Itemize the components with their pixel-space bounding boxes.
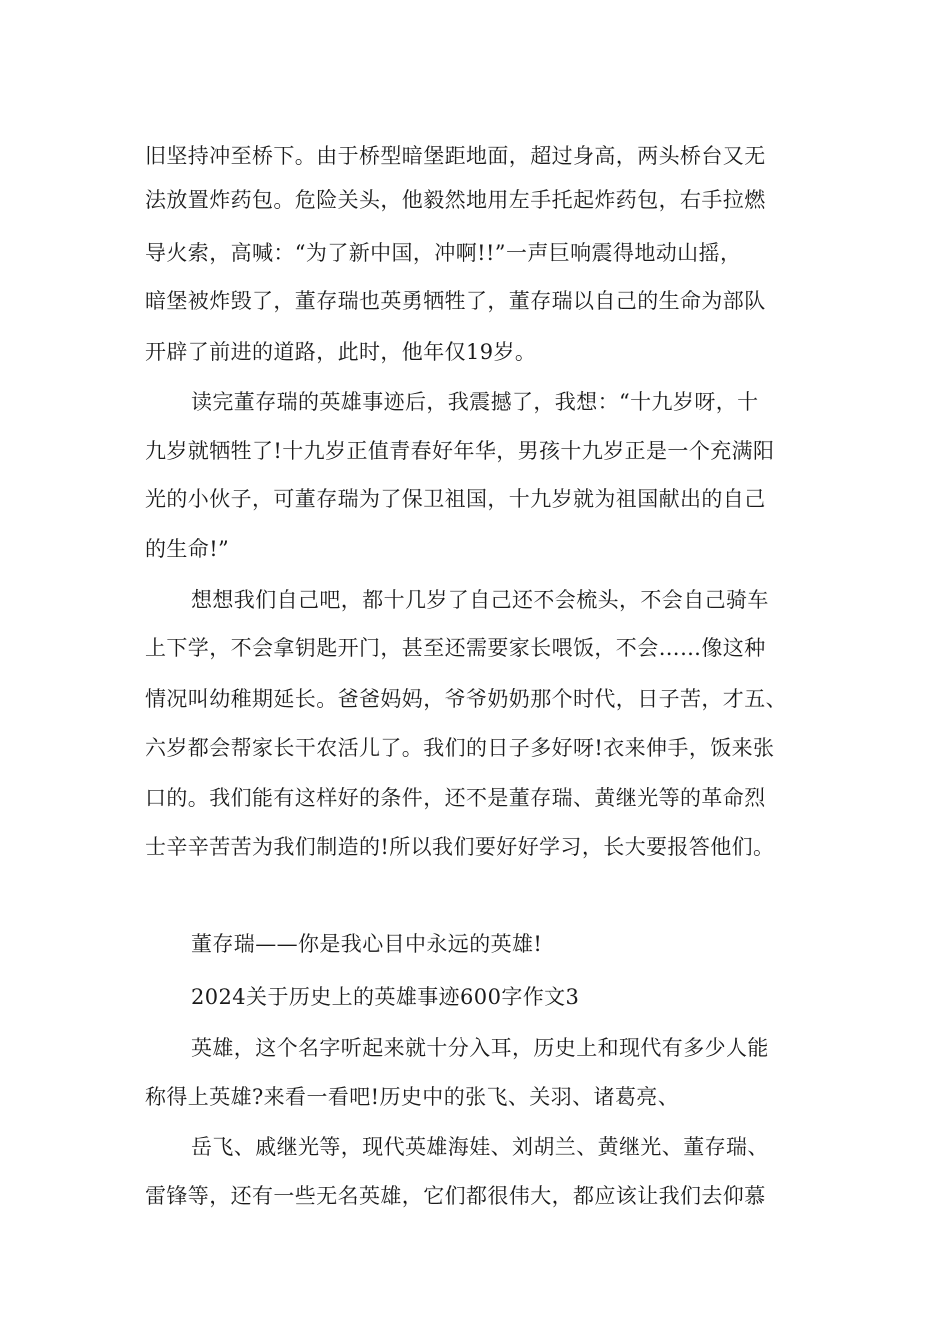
text-line: 称得上英雄?来看一看吧!历史中的张飞、关羽、诸葛亮、 (145, 1085, 680, 1109)
section-heading: 2024关于历史上的英雄事迹600字作文3 (191, 985, 580, 1009)
text-line: 六岁都会帮家长干农活儿了。我们的日子多好呀!衣来伸手，饭来张 (145, 736, 775, 760)
text-line: 岳飞、戚继光等，现代英雄海娃、刘胡兰、黄继光、董存瑞、 (191, 1135, 769, 1159)
text-line: 情况叫幼稚期延长。爸爸妈妈，爷爷奶奶那个时代，日子苦，才五、 (145, 687, 787, 711)
text-line: 英雄，这个名字听起来就十分入耳，历史上和现代有多少人能 (191, 1036, 769, 1060)
text-line: 想想我们自己吧，都十几岁了自己还不会梳头，不会自己骑车 (191, 588, 769, 612)
text-line: 暗堡被炸毁了，董存瑞也英勇牺牲了，董存瑞以自己的生命为部队 (145, 289, 766, 313)
text-line: 上下学，不会拿钥匙开门，甚至还需要家长喂饭，不会……像这种 (145, 636, 766, 660)
text-line: 士辛辛苦苦为我们制造的!所以我们要好好学习，长大要报答他们。 (145, 835, 775, 859)
text-line: 旧坚持冲至桥下。由于桥型暗堡距地面，超过身高，两头桥台又无 (145, 144, 766, 168)
text-line: 九岁就牺牲了!十九岁正值青春好年华，男孩十九岁正是一个充满阳 (145, 439, 775, 463)
text-line: 读完董存瑞的英雄事迹后，我震撼了，我想：“十九岁呀，十 (191, 390, 759, 414)
text-line: 的生命!” (145, 537, 230, 561)
text-line: 开辟了前进的道路，此时，他年仅19岁。 (145, 340, 537, 364)
text-line: 法放置炸药包。危险关头，他毅然地用左手托起炸药包，右手拉燃 (145, 188, 766, 212)
text-line: 雷锋等，还有一些无名英雄，它们都很伟大，都应该让我们去仰慕 (145, 1184, 766, 1208)
text-line: 导火索，高喊：“为了新中国，冲啊!!”一声巨响震得地动山摇， (145, 241, 742, 265)
text-line: 口的。我们能有这样好的条件，还不是董存瑞、黄继光等的革命烈 (145, 786, 766, 810)
text-line: 光的小伙子，可董存瑞为了保卫祖国，十九岁就为祖国献出的自己 (145, 487, 766, 511)
text-line: 董存瑞——你是我心目中永远的英雄! (191, 932, 543, 956)
